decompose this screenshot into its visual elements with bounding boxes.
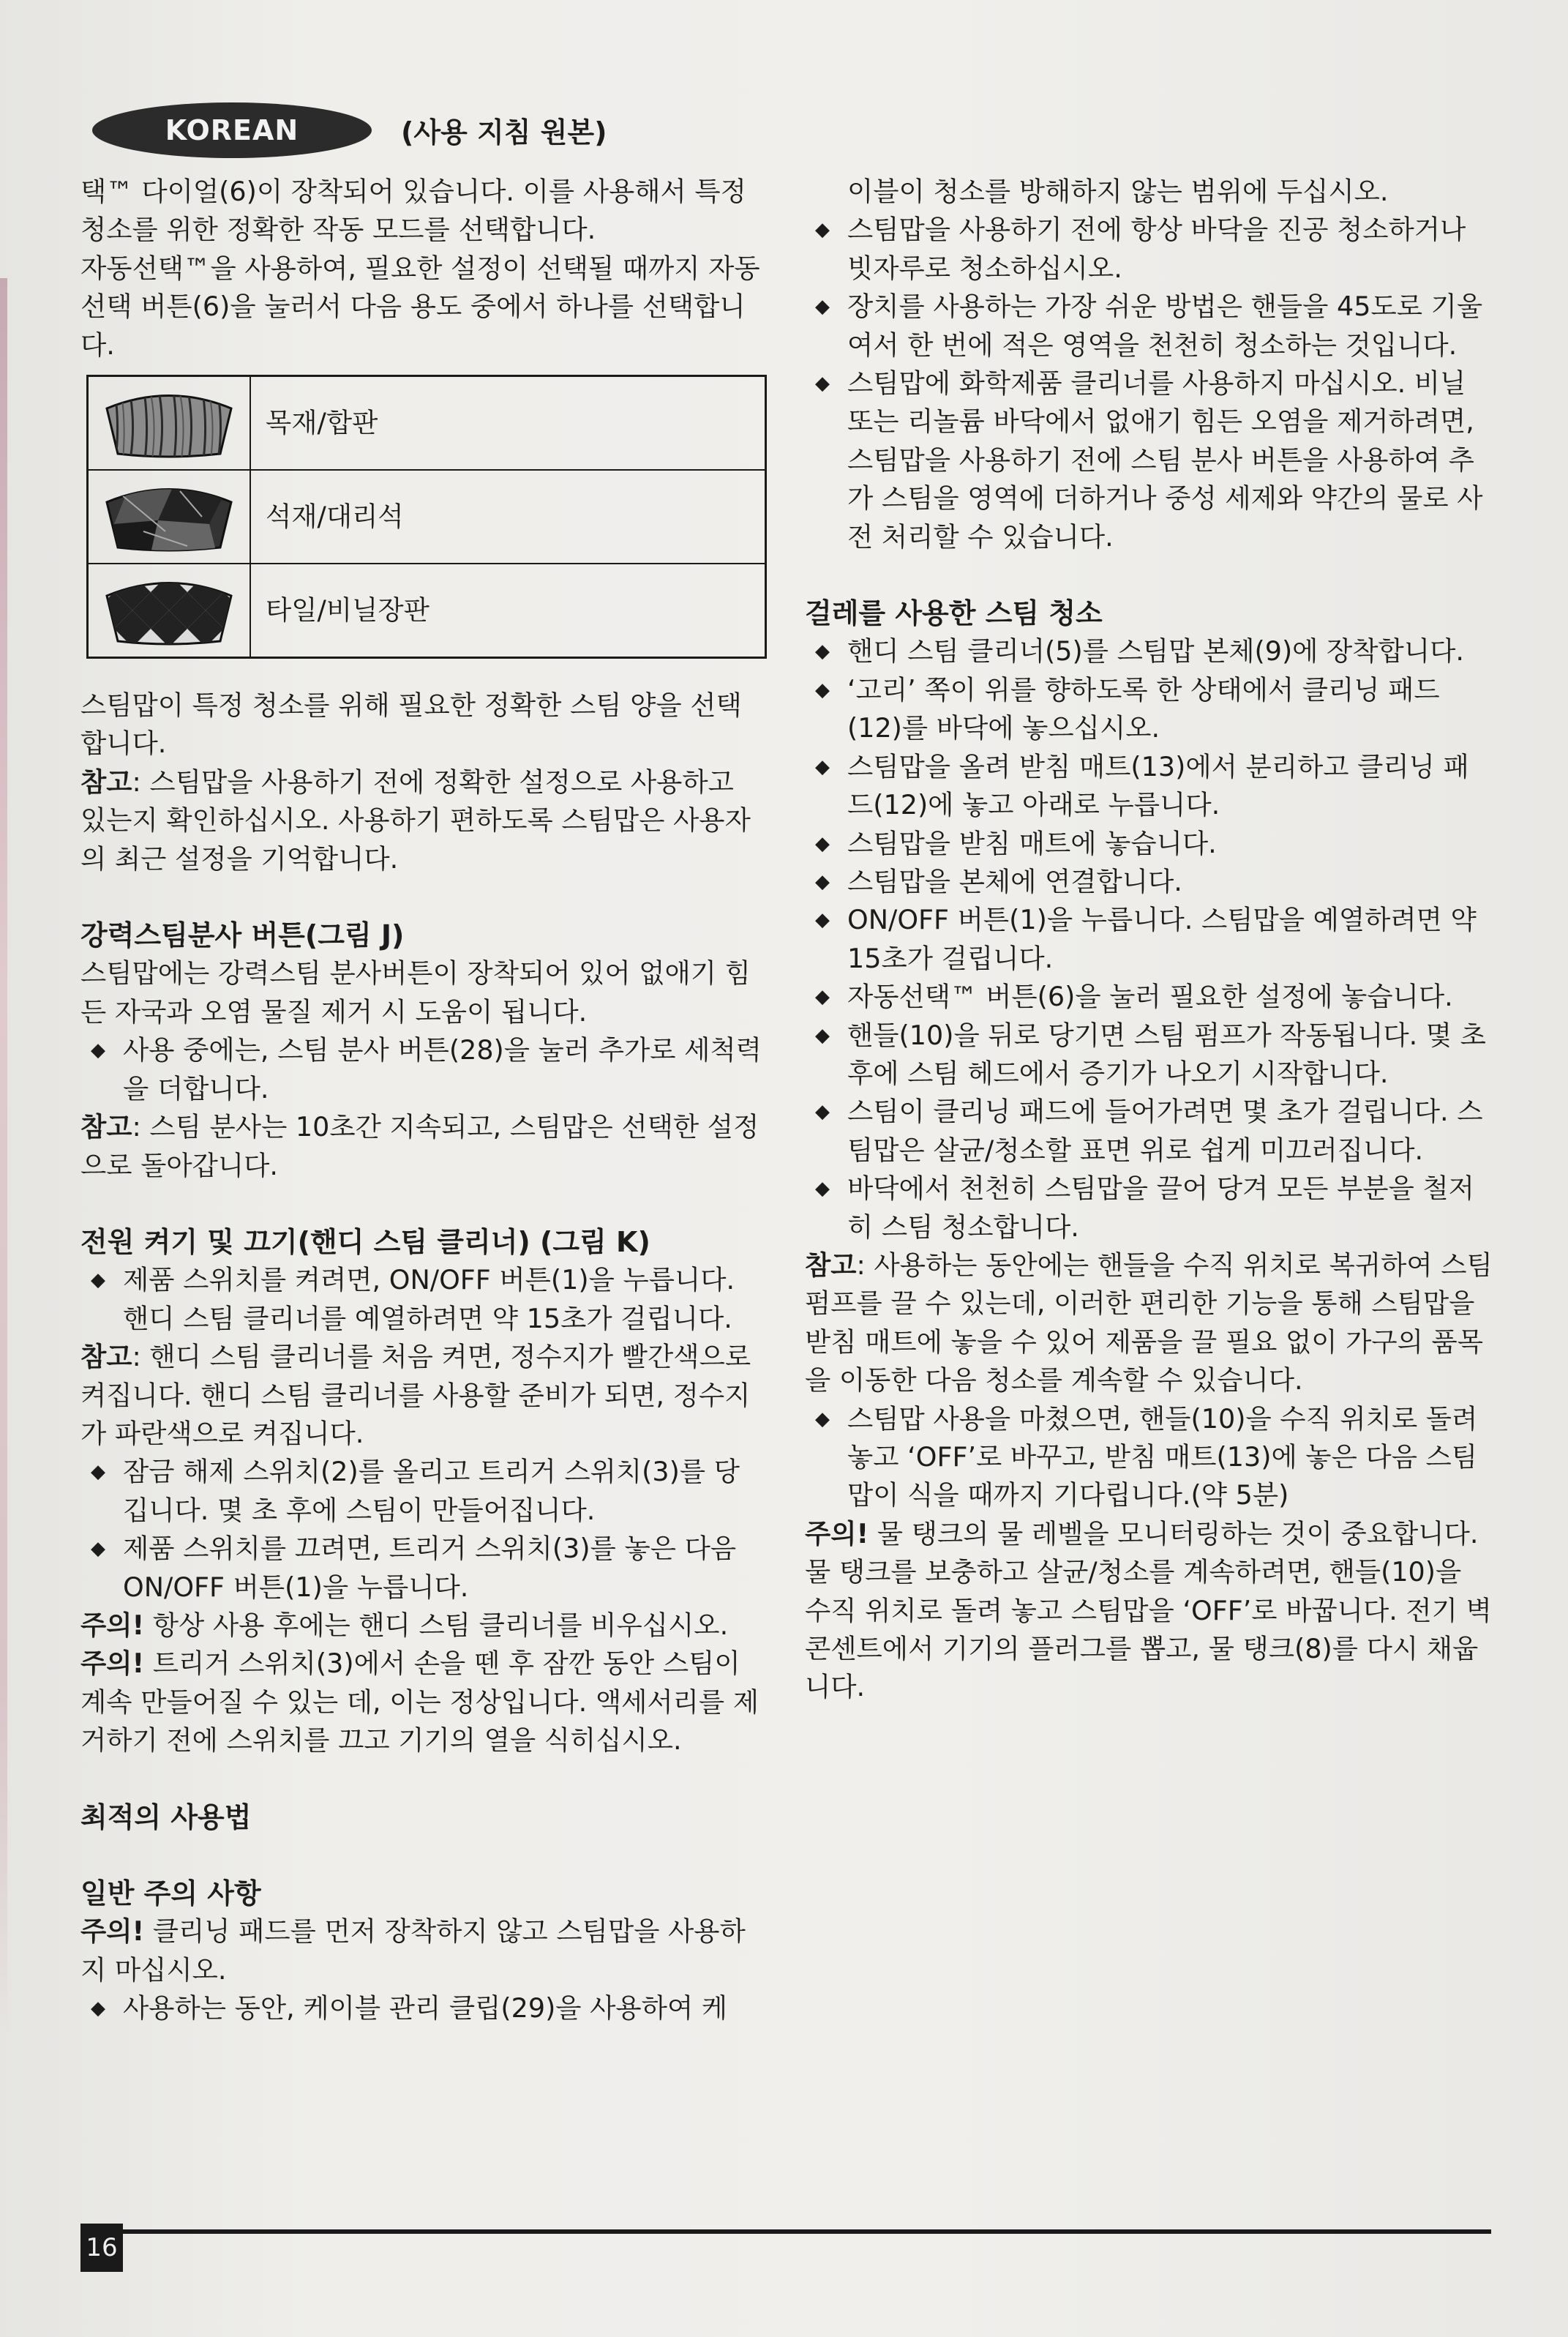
warning-text: 물 탱크의 물 레벨을 모니터링하는 것이 중요합니다. 물 탱크를 보충하고 살균/청소를 계속하려면, 핸들(10)을 수직 위치로 돌려 놓고 스팀맙을 ‘OFF’로 바꿉니다. 전기 벽 콘센트에서 기기의 플러그를 뽑고, 물 탱크(8)를 다시 채웁니다. — [805, 1517, 1492, 1703]
list-item: ◆ 바닥에서 천천히 스팀맙을 끌어 당겨 모든 부분을 철저히 스팀 청소합니다. — [805, 1170, 1493, 1246]
warning-label: 주의! — [80, 1648, 145, 1680]
list-item: ◆ 제품 스위치를 켜려면, ON/OFF 버튼(1)을 누릅니다. 핸디 스팀 클리너를 예열하려면 약 15초가 걸립니다. — [80, 1261, 765, 1338]
warning-text: 항상 사용 후에는 핸디 스팀 클리너를 비우십시오. — [144, 1609, 729, 1641]
section-subtitle-general: 일반 주의 사항 — [80, 1877, 261, 1910]
page-number: 16 — [80, 2224, 123, 2272]
mode-label-stone: 석재/대리석 — [250, 470, 766, 564]
list-item: ◆ 잠금 해제 스위치(2)를 올리고 트리거 스위치(3)를 당깁니다. 몇 초 후에 스팀이 만들어집니다. — [80, 1453, 765, 1530]
list-item: ◆ ON/OFF 버튼(1)을 누릅니다. 스팀맙을 예열하려면 약 15초가 걸립니다. — [805, 901, 1493, 978]
list-item: ◆ ‘고리’ 쪽이 위를 향하도록 한 상태에서 클리닝 패드(12)를 바닥에 놓으십시오. — [805, 671, 1493, 748]
list-item: ◆ 자동선택™ 버튼(6)을 눌러 필요한 설정에 놓습니다. — [805, 978, 1493, 1016]
header-note: (사용 지침 원본) — [401, 116, 607, 149]
tile-floor-icon — [100, 574, 239, 647]
list-item: ◆ 핸들(10)을 뒤로 당기면 스팀 펌프가 작동됩니다. 몇 초 후에 스팀 헤드에서 증기가 나오기 시작합니다. — [805, 1017, 1493, 1093]
warning-text: 클리닝 패드를 먼저 장착하지 않고 스팀맙을 사용하지 마십시오. — [80, 1915, 746, 1986]
section-title-burst: 강력스팀분사 버튼(그림 J) — [80, 919, 405, 952]
after-table-text: 스팀맙이 특정 청소를 위해 필요한 정확한 스팀 양을 선택합니다. — [80, 689, 742, 760]
note-text: : 스팀맙을 사용하기 전에 정확한 설정으로 사용하고 있는지 확인하십시오. 사용하기 편하도록 스팀맙은 사용자의 최근 설정을 기억합니다. — [80, 766, 751, 875]
list-item: ◆ 핸디 스팀 클리너(5)를 스팀맙 본체(9)에 장착합니다. — [805, 632, 1493, 670]
right-column — [805, 173, 1493, 1707]
wood-floor-icon — [100, 386, 239, 460]
warning-label: 주의! — [80, 1915, 145, 1948]
list-item: ◆ 제품 스위치를 끄려면, 트리거 스위치(3)를 놓은 다음 ON/OFF 버튼(1)을 누릅니다. — [80, 1530, 765, 1607]
list-item: ◆ 스팀이 클리닝 패드에 들어가려면 몇 초가 걸립니다. 스팀맙은 살균/청소할 표면 위로 쉽게 미끄러집니다. — [805, 1093, 1493, 1170]
note-label: 참고 — [805, 1249, 857, 1281]
intro-paragraph-2: 자동선택™을 사용하여, 필요한 설정이 선택될 때까지 자동선택 버튼(6)을 눌러서 다음 용도 중에서 하나를 선택합니다. — [80, 252, 760, 361]
note-label: 참고 — [80, 1111, 132, 1143]
list-item: ◆ 스팀맙을 올려 받침 매트(13)에서 분리하고 클리닝 패드(12)에 놓고 아래로 누릅니다. — [805, 748, 1493, 825]
note-text: : 핸디 스팀 클리너를 처음 켜면, 정수지가 빨간색으로 켜집니다. 핸디 스팀 클리너를 사용할 준비가 되면, 정수지가 파란색으로 켜집니다. — [80, 1341, 751, 1449]
warning-text: 트리거 스위치(3)에서 손을 뗀 후 잠깐 동안 스팀이 계속 만들어질 수 있는 데, 이는 정상입니다. 액세서리를 제거하기 전에 스위치를 끄고 기기의 열을 식히십시오. — [80, 1648, 759, 1757]
warning-paragraph — [80, 1912, 765, 1989]
list-item: ◆ 스팀맙을 본체에 연결합니다. — [805, 863, 1493, 901]
burst-body: 스팀맙에는 강력스팀 분사버튼이 장착되어 있어 없애기 힘든 자국과 오염 물질 제거 시 도움이 됩니다. — [80, 957, 751, 1028]
note-text: : 스팀 분사는 10초간 지속되고, 스팀맙은 선택한 설정으로 돌아갑니다. — [80, 1111, 759, 1181]
warning-label: 주의! — [80, 1609, 145, 1641]
list-item: ◆ 장치를 사용하는 가장 쉬운 방법은 핸들을 45도로 기울여서 한 번에 적은 영역을 천천히 청소하는 것입니다. — [805, 288, 1493, 364]
stone-floor-icon — [100, 480, 239, 553]
list-item: ◆ 사용 중에는, 스팀 분사 버튼(28)을 눌러 추가로 세척력을 더합니다. — [80, 1031, 765, 1108]
warning-label: 주의! — [805, 1517, 869, 1549]
intro-paragraph-1: 택™ 다이얼(6)이 장착되어 있습니다. 이를 사용해서 특정 청소를 위한 정확한 작동 모드를 선택합니다. — [80, 176, 746, 246]
table-row — [88, 564, 766, 658]
note-label: 참고 — [80, 766, 132, 798]
floor-mode-table — [86, 375, 767, 659]
warning-paragraph — [80, 1645, 765, 1760]
page-edge-shadow — [0, 278, 7, 2035]
note-paragraph — [80, 1108, 765, 1185]
continued-text: 이블이 청소를 방해하지 않는 범위에 두십시오. — [847, 176, 1389, 207]
language-badge: KOREAN — [92, 102, 372, 158]
section-title-optimal: 최적의 사용법 — [80, 1801, 252, 1833]
section-title-power: 전원 켜기 및 끄기(핸디 스팀 클리너) (그림 K) — [80, 1225, 650, 1258]
mode-label-tile: 타일/비닐장판 — [250, 564, 766, 658]
list-item: ◆ 스팀맙에 화학제품 클리너를 사용하지 마십시오. 비닐 또는 리놀륨 바닥에서 없애기 힘든 오염을 제거하려면, 스팀맙을 사용하기 전에 스팀 분사 버튼을 사용하여 추가 스팀을 영역에 더하거나 중성 세제와 약간의 물로 사전 처리할 수 있습니다. — [805, 364, 1493, 556]
section-title-mop: 걸레를 사용한 스팀 청소 — [805, 597, 1103, 630]
note-text: : 사용하는 동안에는 핸들을 수직 위치로 복귀하여 스팀 펌프를 끌 수 있는데, 이러한 편리한 기능을 통해 스팀맙을 받침 매트에 놓을 수 있어 제품을 끌 필요 없이 가구의 품목을 이동한 다음 청소를 계속할 수 있습니다. — [805, 1249, 1493, 1396]
left-column — [80, 173, 765, 2028]
table-row — [88, 376, 766, 471]
warning-paragraph — [80, 1607, 765, 1645]
list-item: ◆ 스팀맙을 사용하기 전에 항상 바닥을 진공 청소하거나 빗자루로 청소하십시오. — [805, 211, 1493, 288]
footer-rule — [80, 2229, 1491, 2234]
warning-paragraph — [805, 1515, 1493, 1707]
note-paragraph — [80, 763, 765, 878]
list-item: ◆ 스팀맙을 받침 매트에 놓습니다. — [805, 825, 1493, 863]
table-row — [88, 470, 766, 564]
list-item: ◆ 스팀맙 사용을 마쳤으면, 핸들(10)을 수직 위치로 돌려 놓고 ‘OFF’로 바꾸고, 받침 매트(13)에 놓은 다음 스팀맙이 식을 때까지 기다립니다.(약 5분) — [805, 1400, 1493, 1515]
list-item: ◆ 사용하는 동안, 케이블 관리 클립(29)을 사용하여 케 — [80, 1989, 765, 2027]
mode-label-wood: 목재/합판 — [250, 376, 766, 471]
note-label: 참고 — [80, 1341, 132, 1373]
note-paragraph — [805, 1246, 1493, 1400]
note-paragraph — [80, 1338, 765, 1453]
